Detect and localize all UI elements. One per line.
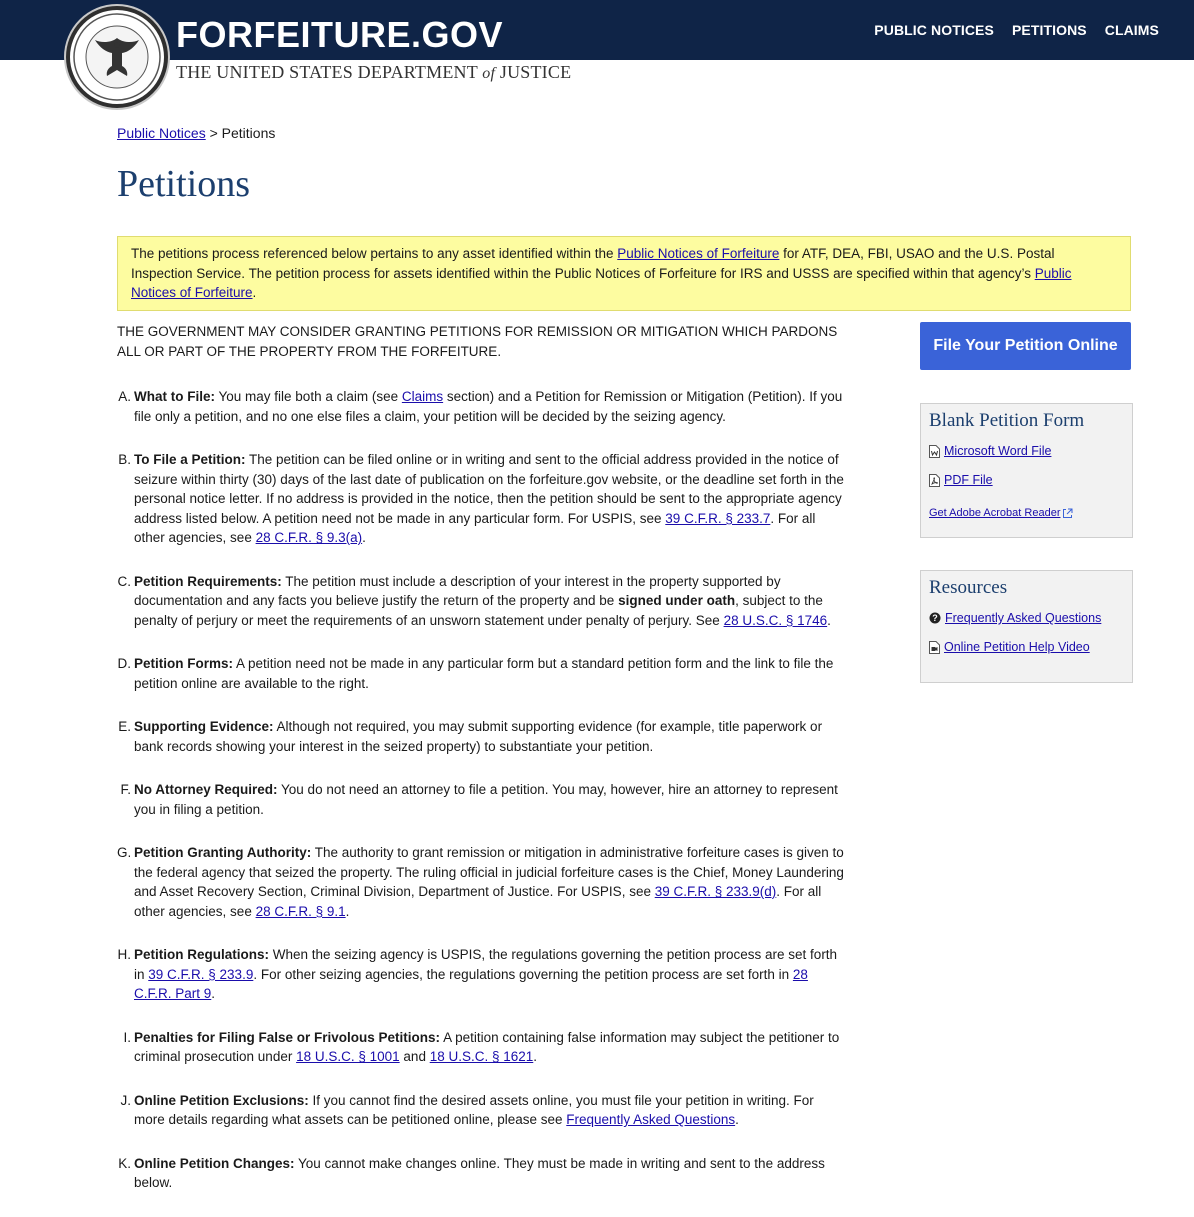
item-text: You may file both a claim (see <box>215 389 402 404</box>
list-item-penalties <box>117 1028 847 1067</box>
intro-statement: THE GOVERNMENT MAY CONSIDER GRANTING PETITIONS FOR REMISSION OR MITIGATION WHICH PARDONS ALL OR PART OF THE PROPERTY FROM THE FORFEITURE. <box>117 324 838 359</box>
breadcrumb-current: Petitions <box>221 125 276 141</box>
item-title: Supporting Evidence: <box>134 719 274 734</box>
link-18-usc-1001[interactable]: 18 U.S.C. § 1001 <box>296 1049 400 1064</box>
link-39-cfr-233-7[interactable]: 39 C.F.R. § 233.7 <box>665 510 771 526</box>
word-file-row <box>929 444 1124 458</box>
help-video-row <box>929 640 1124 654</box>
link-39-cfr-233-9[interactable]: 39 C.F.R. § 233.9 <box>148 966 254 982</box>
panel-title: Resources <box>929 577 1008 598</box>
help-video-link[interactable]: Online Petition Help Video <box>944 640 1090 654</box>
link-28-cfr-9-3a[interactable]: 28 C.F.R. § 9.3(a) <box>255 530 363 545</box>
item-text: When the seizing agency is USPIS, the regulations governing the petition process are set forth in <box>134 947 838 982</box>
item-title: Penalties for Filing False or Frivolous Petitions: <box>134 1029 441 1045</box>
item-title: To File a Petition: <box>134 452 246 467</box>
list-marker: I. <box>123 1029 131 1045</box>
subtitle-text-end: JUSTICE <box>499 62 572 82</box>
item-text: section) and a Petition for Remission or Mitigation (Petition). If you file only a petition, and no one else files a claim, your petition will be decided by the seizing agency. <box>134 389 843 424</box>
site-brand[interactable]: FORFEITURE.GOV <box>176 14 504 55</box>
item-title: What to File: <box>134 389 215 404</box>
list-item-to-file-petition <box>117 450 847 548</box>
item-text: A petition need not be made in any particular form but a standard petition form and the link to file the petition online are available to the right. <box>134 656 834 691</box>
pdf-file-link[interactable]: PDF File <box>944 473 993 487</box>
list-item-online-exclusions <box>117 1091 847 1130</box>
pdf-document-icon <box>929 474 940 487</box>
list-marker: B. <box>118 452 131 467</box>
external-link-icon <box>1062 508 1073 519</box>
item-title: Petition Granting Authority: <box>134 845 312 860</box>
item-text: . <box>211 986 216 1001</box>
item-title: No Attorney Required: <box>134 782 278 797</box>
list-item-petition-requirements <box>117 572 847 631</box>
subtitle-text: THE UNITED STATES DEPARTMENT <box>176 62 478 82</box>
list-marker: C. <box>117 573 131 589</box>
faq-link[interactable]: Frequently Asked Questions <box>945 611 1102 625</box>
notice-link-public-notices[interactable]: Public Notices of Forfeiture <box>617 246 780 261</box>
link-28-usc-1746[interactable]: 28 U.S.C. § 1746 <box>723 612 828 628</box>
petition-info-list <box>117 387 847 1193</box>
nav-claims[interactable]: CLAIMS <box>1104 22 1159 38</box>
item-text: and <box>399 1049 430 1064</box>
eagle-seal-icon <box>70 10 164 104</box>
list-marker: F. <box>120 782 131 797</box>
question-circle-icon <box>929 612 941 624</box>
video-file-icon <box>929 641 940 654</box>
list-marker: J. <box>120 1092 131 1108</box>
item-text: . <box>533 1049 538 1064</box>
item-emphasis: signed under oath <box>618 593 736 608</box>
page-title: Petitions <box>117 163 251 205</box>
notice-link-agency-notices[interactable]: Public Notices of Forfeiture <box>131 265 1072 300</box>
link-faq[interactable]: Frequently Asked Questions <box>566 1112 736 1127</box>
item-text: . For all other agencies, see <box>134 510 816 545</box>
item-text: You do not need an attorney to file a petition. You may, however, hire an attorney to represent you in filing a petition. <box>134 782 838 817</box>
notice-text: for ATF, DEA, FBI, USAO and the U.S. Postal Inspection Service. The petition process for assets identified within the Public Notices of Forfeiture for IRS and USSS are specified within that agency’s <box>131 246 1055 281</box>
acrobat-row <box>929 507 1124 519</box>
item-text: If you cannot find the desired assets online, you must file your petition in writing. For more details regarding what assets can be petitioned online, please see <box>134 1092 814 1127</box>
item-text: A petition containing false information may subject the petitioner to criminal prosecution under <box>134 1029 840 1064</box>
item-title: Online Petition Exclusions: <box>134 1092 309 1108</box>
list-marker: A. <box>118 389 131 404</box>
item-text: The petition must include a description of your interest in the property supported by documentation and any facts you believe justify the return of the property and be <box>134 573 781 608</box>
resources-panel <box>920 570 1133 683</box>
list-item-petition-forms <box>117 654 847 693</box>
word-document-icon <box>929 445 940 458</box>
pdf-file-row <box>929 473 1124 487</box>
get-adobe-acrobat-link[interactable]: Get Adobe Acrobat Reader <box>929 507 1061 519</box>
item-text: . For other seizing agencies, the regulations governing the petition process are set forth in <box>253 966 793 982</box>
breadcrumb-separator: > <box>209 125 218 141</box>
nav-petitions[interactable]: PETITIONS <box>1011 22 1087 38</box>
item-text: . <box>735 1112 739 1127</box>
list-marker: G. <box>117 845 132 860</box>
item-text: The petition can be filed online or in writing and sent to the official address provided in the notice of seizure within thirty (30) days of the last date of publication on the forfeiture.gov website, or the deadline set forth in the personal notice letter. If no address is provided in the notice, then the petition should be sent to the appropriate agency address listed below. A petition need not be made in any particular form. For USPIS, see <box>134 452 844 526</box>
list-item-online-changes <box>117 1154 847 1193</box>
item-text: Although not required, you may submit supporting evidence (for example, title paperwork or bank records showing your interest in the seized property) to substantiate your petition. <box>134 719 823 754</box>
item-text: . <box>827 612 831 628</box>
blank-petition-form-panel <box>920 403 1133 538</box>
item-text: . <box>345 903 350 919</box>
item-text: . <box>362 530 366 545</box>
item-title: Petition Forms: <box>134 656 234 671</box>
notice-text: . <box>252 285 257 300</box>
doj-seal-logo[interactable] <box>66 6 168 108</box>
list-item-granting-authority <box>117 843 847 921</box>
list-marker: H. <box>117 947 131 962</box>
faq-row <box>929 611 1124 625</box>
link-28-cfr-part-9[interactable]: 28 C.F.R. Part 9 <box>134 966 808 1001</box>
main-content <box>117 322 847 1217</box>
microsoft-word-file-link[interactable]: Microsoft Word File <box>944 444 1052 458</box>
link-39-cfr-233-9d[interactable]: 39 C.F.R. § 233.9(d) <box>654 884 777 899</box>
list-marker: K. <box>118 1155 131 1171</box>
link-18-usc-1621[interactable]: 18 U.S.C. § 1621 <box>429 1049 534 1064</box>
item-title: Petition Regulations: <box>134 947 269 962</box>
breadcrumb-public-notices[interactable]: Public Notices <box>117 125 206 141</box>
nav-public-notices[interactable]: PUBLIC NOTICES <box>874 22 994 38</box>
panel-title: Blank Petition Form <box>929 410 1085 431</box>
notice-banner <box>117 236 1131 311</box>
item-title: Online Petition Changes: <box>134 1155 295 1171</box>
top-nav <box>874 22 1159 38</box>
list-marker: E. <box>118 719 131 734</box>
list-item-what-to-file <box>117 387 847 426</box>
link-28-cfr-9-1[interactable]: 28 C.F.R. § 9.1 <box>255 903 346 919</box>
item-title: Petition Requirements: <box>134 573 282 589</box>
item-text: , subject to the penalty of perjury or meet the requirements of an unsworn statement under penalty of perjury. See <box>134 593 823 628</box>
subtitle-of: of <box>482 65 496 82</box>
item-text: The authority to grant remission or mitigation in administrative forfeiture cases is given to the federal agency that seized the property. The ruling official in judicial forfeiture cases is the Chief, Money Laundering and Asset Recovery Section, Criminal Division, Department of Justice. For USPIS, see <box>134 845 844 899</box>
item-text: . For all other agencies, see <box>134 884 822 919</box>
list-item-no-attorney <box>117 780 847 819</box>
link-claims[interactable]: Claims <box>401 389 444 404</box>
file-petition-online-button[interactable]: File Your Petition Online <box>920 322 1131 370</box>
notice-text: The petitions process referenced below pertains to any asset identified within the <box>131 246 618 261</box>
site-subtitle <box>176 62 571 83</box>
svg-text:?: ? <box>932 613 938 623</box>
list-item-supporting-evidence <box>117 717 847 756</box>
breadcrumb <box>117 125 275 141</box>
item-text: You cannot make changes online. They must be made in writing and sent to the address below. <box>134 1155 825 1190</box>
list-marker: D. <box>117 656 131 671</box>
list-item-petition-regulations <box>117 945 847 1004</box>
